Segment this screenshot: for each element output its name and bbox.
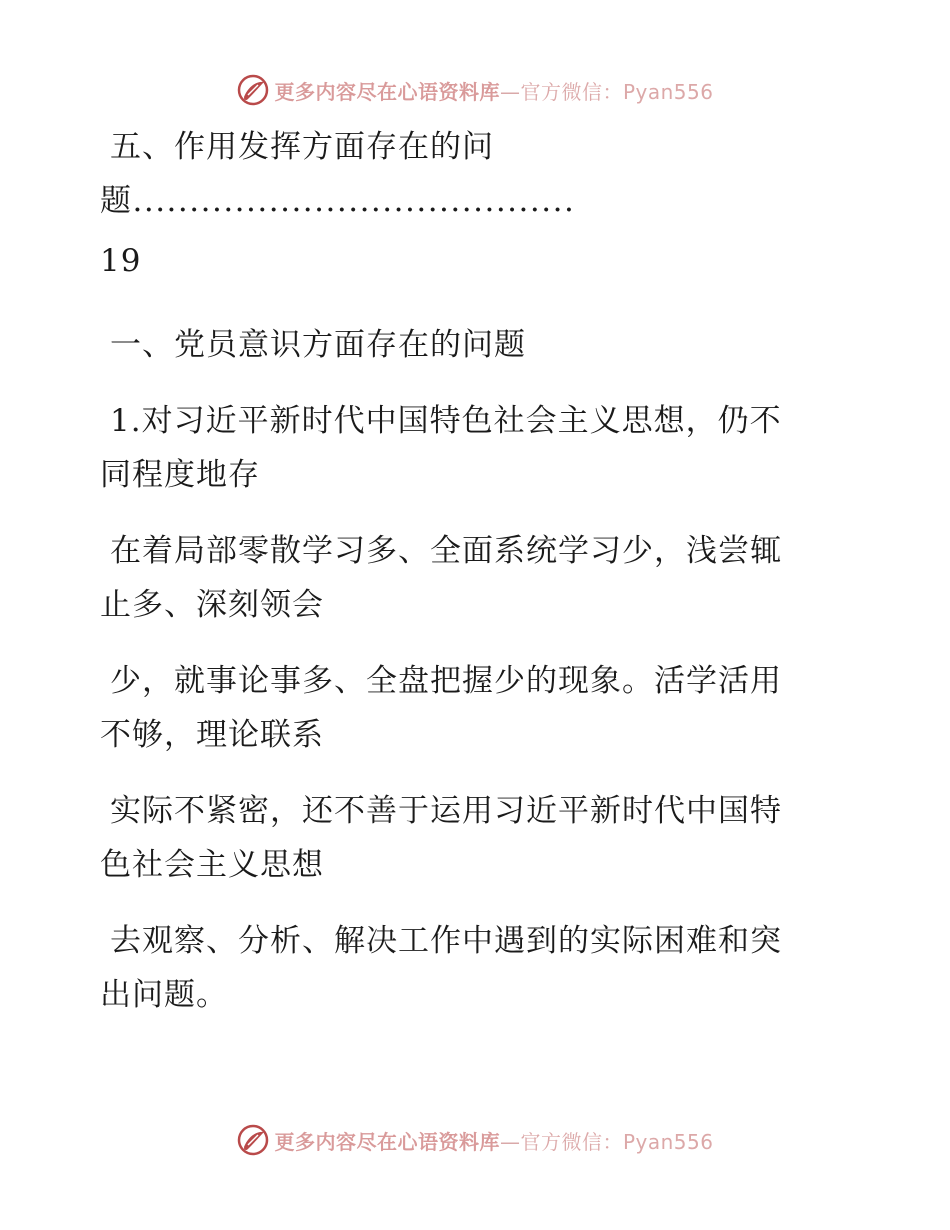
paragraph (100, 524, 840, 632)
paragraph-line: 止多、深刻领会 (100, 587, 324, 623)
watermark-contact: 官方微信：Pyan556 (520, 1129, 714, 1154)
watermark-site: 更多内容尽在心语资料库 (274, 79, 500, 104)
paragraph-line: 同程度地存 (100, 457, 260, 493)
toc-entry-title-line1: 五、作用发挥方面存在的问 (110, 129, 494, 165)
paragraph (100, 654, 840, 762)
paragraph-line: 去观察、分析、解决工作中遇到的实际困难和突 (110, 923, 782, 959)
paragraph-line: 不够，理论联系 (100, 717, 324, 753)
paragraph-line: 1.对习近平新时代中国特色社会主义思想，仍不 (110, 403, 782, 439)
watermark-contact: 官方微信：Pyan556 (520, 79, 714, 104)
pen-nib-logo-icon (236, 1123, 270, 1157)
paragraph-line: 少，就事论事多、全盘把握少的现象。活学活用 (110, 663, 782, 699)
paragraph-line: 色社会主义思想 (100, 847, 324, 883)
watermark-site: 更多内容尽在心语资料库 (274, 1129, 500, 1154)
paragraph-line: 实际不紧密，还不善于运用习近平新时代中国特 (110, 793, 782, 829)
paragraph-line: 出问题。 (100, 977, 228, 1013)
watermark-text (274, 1126, 713, 1155)
header-watermark-banner (0, 70, 950, 110)
section-heading: 一、党员意识方面存在的问题 (110, 327, 526, 363)
document-body (100, 120, 840, 1022)
watermark-dash: — (499, 1129, 521, 1154)
paragraph (100, 914, 840, 1022)
pen-nib-logo-icon (236, 73, 270, 107)
watermark-dash: — (499, 79, 521, 104)
toc-entry-title-line2: 题....................................... (100, 183, 576, 219)
paragraph (100, 394, 840, 502)
paragraph-line: 在着局部零散学习多、全面系统学习少，浅尝辄 (110, 533, 782, 569)
watermark-text (274, 76, 713, 105)
paragraph (100, 784, 840, 892)
toc-entry-page-number: 19 (100, 243, 142, 279)
footer-watermark-banner (0, 1120, 950, 1160)
